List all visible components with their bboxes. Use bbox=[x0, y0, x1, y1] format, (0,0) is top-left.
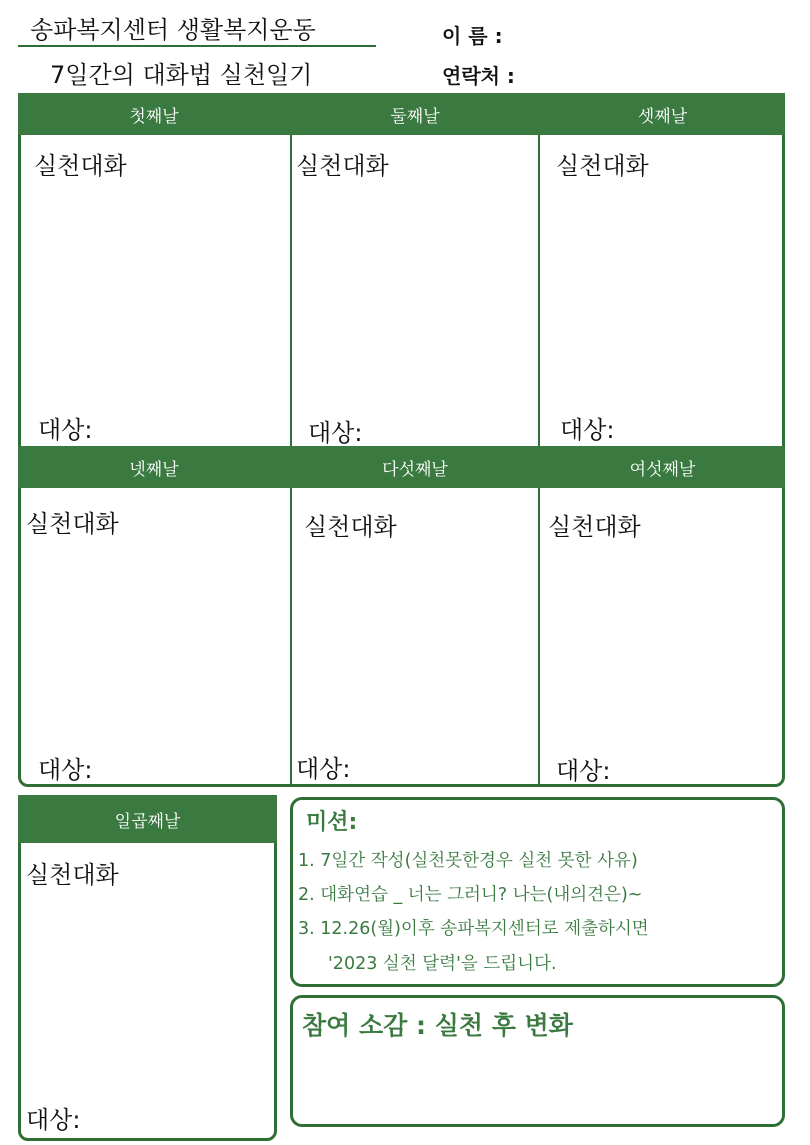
day2-label: 둘째날 bbox=[390, 106, 440, 127]
day5-label: 다섯째날 bbox=[382, 459, 448, 480]
mission-item-1: 1. 7일간 작성(실천못한경우 실천 못한 사유) bbox=[298, 851, 638, 871]
day4-target: 대상: bbox=[38, 756, 93, 784]
day4-practice: 실천대화 bbox=[26, 510, 119, 538]
day4-label: 넷째날 bbox=[129, 459, 179, 480]
day5-practice: 실천대화 bbox=[304, 513, 397, 541]
day1-practice: 실천대화 bbox=[34, 152, 127, 180]
day3-practice: 실천대화 bbox=[556, 152, 649, 180]
title-line2: 7일간의 대화법 실천일기 bbox=[50, 61, 313, 89]
day7-label: 일곱째날 bbox=[114, 811, 181, 832]
day7-panel bbox=[18, 795, 277, 1141]
mission-item-2: 2. 대화연습 _ 너는 그러니? 나는(내의견은)~ bbox=[298, 885, 643, 905]
day7-practice: 실천대화 bbox=[26, 861, 119, 889]
reflection-title: 참여 소감 : 실천 후 변화 bbox=[302, 1011, 573, 1040]
grid-divider-4 bbox=[538, 488, 540, 784]
day3-label: 셋째날 bbox=[637, 106, 688, 127]
grid-divider-1 bbox=[290, 135, 292, 446]
mission-item-3: 3. 12.26(월)이후 송파복지센터로 제출하시면 bbox=[298, 919, 649, 939]
day7-target: 대상: bbox=[26, 1106, 81, 1134]
day6-practice: 실천대화 bbox=[548, 513, 641, 541]
day2-practice: 실천대화 bbox=[296, 152, 389, 180]
days-grid bbox=[18, 93, 785, 787]
day6-target: 대상: bbox=[556, 757, 611, 785]
day6-label: 여섯째날 bbox=[629, 459, 696, 480]
day3-target: 대상: bbox=[560, 416, 615, 444]
mission-title: 미션: bbox=[306, 810, 358, 835]
name-label: 이 름 : bbox=[442, 24, 503, 48]
title-underline bbox=[18, 45, 376, 47]
day1-target: 대상: bbox=[38, 416, 93, 444]
day2-target: 대상: bbox=[308, 419, 363, 447]
contact-label: 연락처 : bbox=[442, 64, 515, 88]
mission-item-4: '2023 실천 달력'을 드립니다. bbox=[328, 954, 557, 974]
grid-divider-2 bbox=[538, 135, 540, 446]
title-line1: 송파복지센터 생활복지운동 bbox=[30, 16, 316, 44]
day5-target: 대상: bbox=[296, 755, 351, 783]
grid-divider-3 bbox=[290, 488, 292, 784]
day1-label: 첫째날 bbox=[129, 106, 179, 127]
